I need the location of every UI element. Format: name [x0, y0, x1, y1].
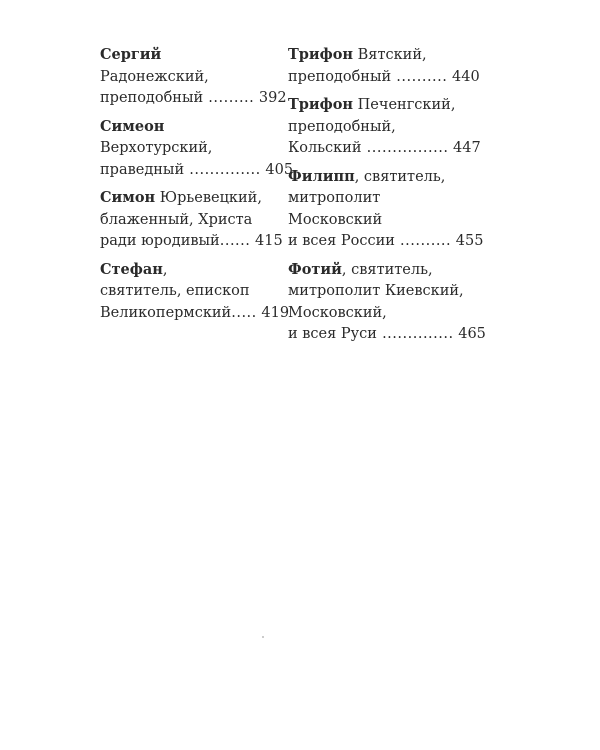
entry-name: Симон: [100, 189, 156, 206]
toc-entry-sergiy: Сергий Радонежский, преподобный ......... 392: [100, 46, 287, 106]
toc-entry-trifon-vyatsky: Трифон Вятский, преподобный .......... 440: [288, 46, 480, 85]
toc-entry-trifon-pechengsky: Трифон Печенгский, преподобный, Кольский ................ 447: [288, 96, 481, 156]
toc-left-column: [100, 44, 294, 330]
page-number: 465: [458, 326, 486, 342]
page-number: 419: [261, 304, 290, 321]
entry-name: Трифон: [288, 96, 354, 113]
entry-name: Стефан: [100, 260, 163, 278]
entry-name: Трифон: [288, 46, 354, 63]
page-number: 392: [258, 90, 287, 106]
page-number: 455: [455, 233, 484, 249]
page-number: 405: [265, 161, 294, 178]
page-number: 415: [255, 233, 283, 249]
page-number: 440: [452, 68, 480, 85]
toc-entry-filipp: Филипп, святитель, митрополит Московский и всея России .......... 455: [288, 167, 484, 249]
toc-entry-fotiy: Фотий, святитель, митрополит Киевский, Московский, и всея Руси .............. 465: [288, 260, 486, 342]
entry-name: Фотий: [288, 260, 342, 278]
page-number: 447: [453, 140, 481, 156]
toc-right-column: [288, 44, 486, 352]
toc-entry-simeon: Симеон Верхотурский, праведный .............. 405: [100, 117, 294, 178]
entry-name: Сергий: [100, 46, 162, 63]
entry-name: Филипп: [288, 167, 355, 185]
entry-name: Симеон: [100, 117, 165, 135]
page-speck: [262, 636, 264, 638]
toc-entry-simon: Симон Юрьевецкий, блаженный, Христа ради юродивый...... 415: [100, 189, 283, 249]
toc-entry-stefan: Стефан, святитель, епископ Великопермский..... 419: [100, 260, 290, 321]
